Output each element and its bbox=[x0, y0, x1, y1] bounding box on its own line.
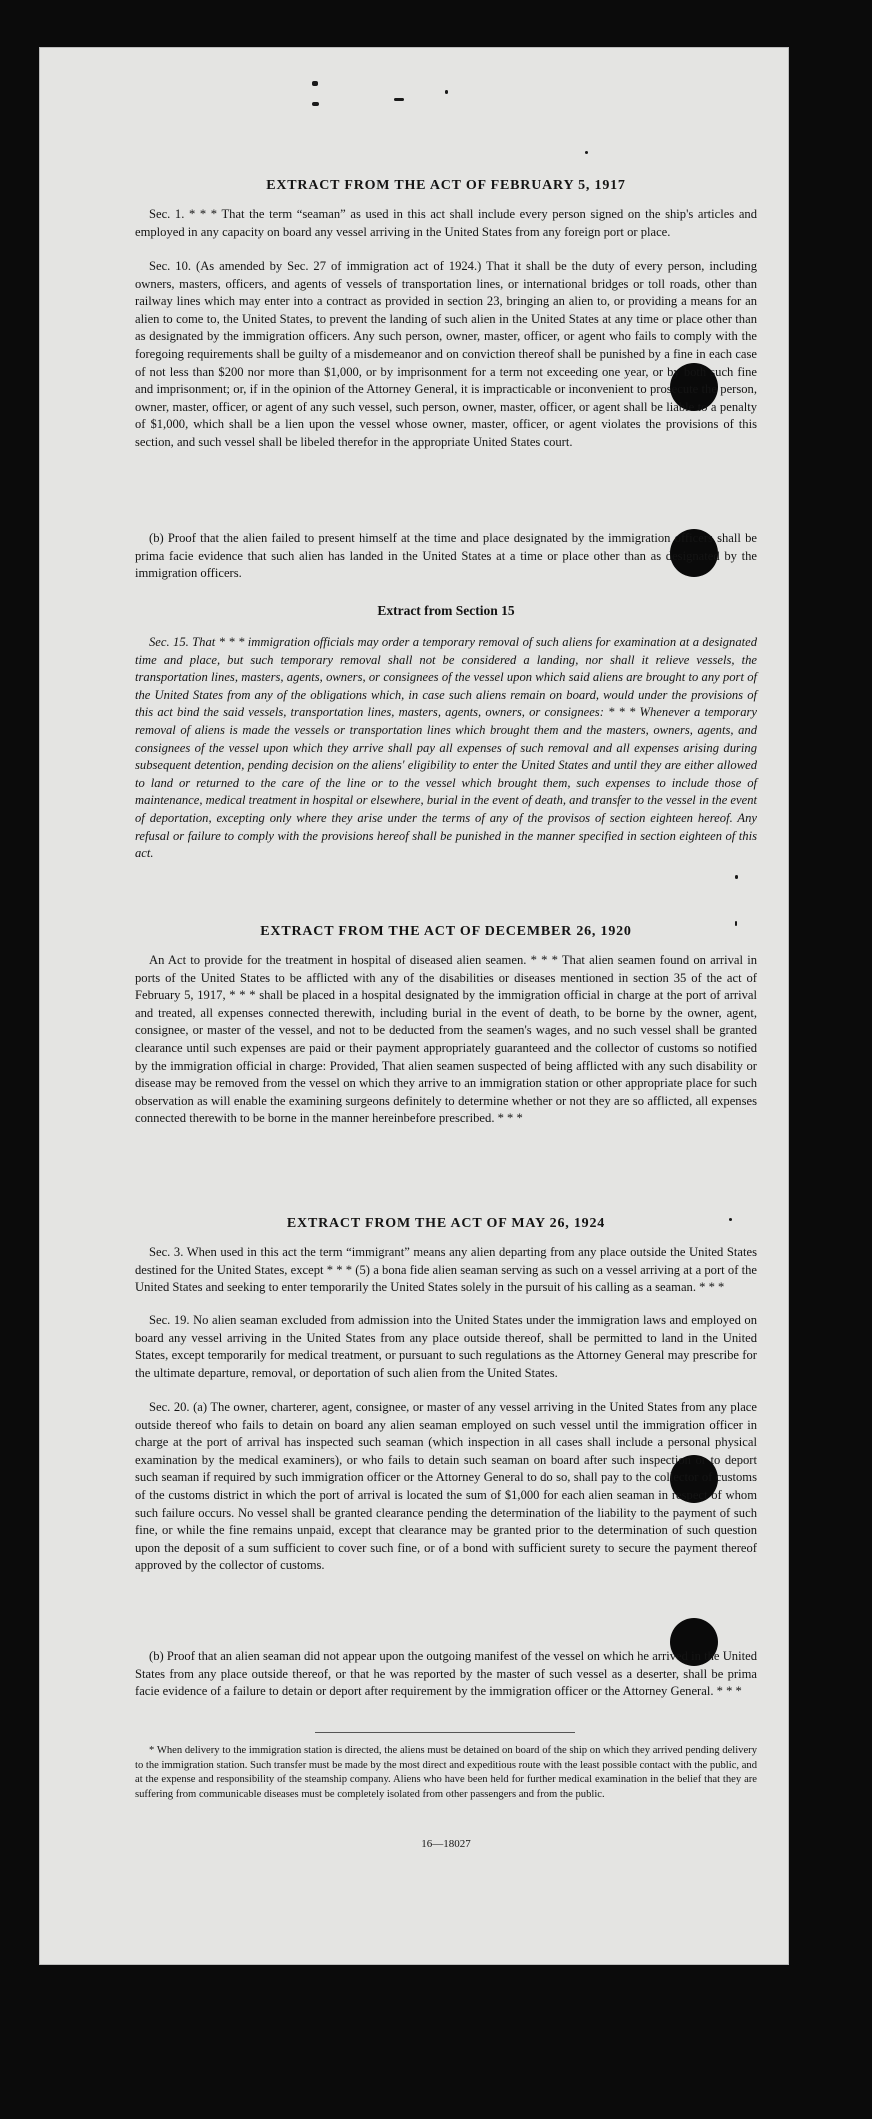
footnote-rule bbox=[315, 1732, 575, 1733]
heading-act-1924: EXTRACT FROM THE ACT OF MAY 26, 1924 bbox=[286, 1216, 606, 1231]
section-15-text: Sec. 15. That * * * immigration officials may order a temporary removal of such aliens for examination at a designated time and place, but such temporary removal shall not be considered a landing, nor shall it relieve vessels, the transportation lines, masters, agents, owners, or consignees of the vessel upon which said aliens are brought to any port of the United States from any of the obligations which, in case such aliens remain on board, would under the provisions of this act bind the said vessels, transportation lines, masters, agents, owners, or consignees: * * * Whenever a temporary removal of aliens is made the vessels or transportation lines which brought them and the masters, owners, agents, and consignees of the vessel upon which they arrive shall pay all expenses of such removal and all expenses arising during subsequent detention, pending decision on the aliens' eligibility to enter the United States and until they are either allowed to land or returned to the care of the line or to the vessel which brought them, such expenses to include those of maintenance, medical treatment in hospital or elsewhere, burial in the event of death, and transfer to the vessel in the event of deportation, excepting only where they arise under the terms of any of the provisos of section eighteen hereof. Any refusal or failure to comply with the provisions hereof shall be punished in the manner specified in section eighteen of this act. bbox=[135, 635, 757, 861]
scan-speck bbox=[445, 90, 448, 94]
act-1917-sec10: Sec. 10. (As amended by Sec. 27 of immigration act of 1924.) That it shall be the duty of every person, including owners, masters, officers, and agents of vessels of transportation lines, or international bridges or toll roads, other than railway lines which may enter into a contract as provided in section 23, bringing an alien to, or providing a means for an alien to come to, the United States, to prevent the landing of such alien in the United States at any time or place other than as designated by the immigration officers. Any such person, owner, master, officer, or agent who fails to comply with the foregoing requirements shall be guilty of a misdemeanor and on conviction thereof shall be punished by a fine in each case of not less than $200 nor more than $1,000, or by imprisonment for a term not exceeding one year, or by both such fine and imprisonment; or, if in the opinion of the Attorney General, it is impracticable or inconvenient to prosecute the person, owner, master, officer, or agent of any such vessel, such person, owner, master, officer, or agent shall be liable to a penalty of $1,000, which shall be a lien upon the vessel whose owner, master, officer, or agent violates the provisions of this section, and such vessel shall be libeled therefor in the appropriate United States court. bbox=[135, 259, 757, 449]
act-1920-text: An Act to provide for the treatment in hospital of diseased alien seamen. * * * That alien seamen found on arrival in ports of the United States to be afflicted with any of the disabilities or diseases mentioned in section 35 of the act of February 5, 1917, * * * shall be placed in a hospital designated by the immigration official in charge at the port of arrival and treated, all expenses connected therewith, including burial in the event of death, to be borne by the owner, agent, consignee, or master of the vessel, and not to be deducted from the seamen's wages, and no such vessel shall be granted clearance until such expenses are paid or their payment appropriately guaranteed and the collector of customs so notified by the immigration official in charge: Provided, That alien seamen suspected of being afflicted with any such disability or disease may be removed from the vessel on which they arrive to an immigration station or other appropriate place for such observation as will enable the examining surgeons definitely to determine whether or not they are so afflicted, all expenses connected therewith to be borne in the manner hereinbefore prescribed. * * * bbox=[135, 953, 757, 1126]
heading-section-15: Extract from Section 15 bbox=[377, 603, 515, 618]
scan-speck bbox=[312, 102, 319, 106]
act-1924-sec19: Sec. 19. No alien seaman excluded from admission into the United States under the immigration laws and employed on board any vessel arriving in the United States from any place outside thereof, shall be permitted to land in the United States, except temporarily for medical treatment, or pursuant to such regulations as the Attorney General may prescribe for the ultimate departure, removal, or deportation of such alien from the United States. bbox=[135, 1313, 757, 1380]
act-1924-sec3: Sec. 3. When used in this act the term “immigrant” means any alien departing from any place outside the United States destined for the United States, except * * * (5) a bona fide alien seaman serving as such on a vessel arriving at a port of the United States and seeking to enter temporarily the United States solely in the pursuit of his calling as a seaman. * * * bbox=[135, 1245, 757, 1295]
footnote bbox=[135, 1744, 757, 1802]
document-page bbox=[40, 48, 788, 1964]
scan-speck bbox=[394, 98, 404, 101]
act-1917-sec10b: (b) Proof that the alien failed to present himself at the time and place designated by the immigration officers shall be prima facie evidence that such alien has landed in the United States at a time or place other than as designated by the immigration officers. bbox=[135, 531, 757, 581]
heading-act-1920: EXTRACT FROM THE ACT OF DECEMBER 26, 1920 bbox=[260, 924, 632, 939]
scan-speck bbox=[312, 81, 318, 86]
footnote-text: * When delivery to the immigration station is directed, the aliens must be detained on board of the ship on which they arrived pending delivery to the immigration station. Such transfer must be made by the most direct and expeditious route with the least possible contact with the public, and at the expense and responsibility of the steamship company. Aliens who have been held for further medical examination in the belief that they are suffering from communicable diseases must be completely isolated from other passengers and from the public. bbox=[135, 1745, 757, 1800]
scan-speck bbox=[585, 151, 588, 154]
act-1924-sec20: Sec. 20. (a) The owner, charterer, agent, consignee, or master of any vessel arriving in the United States from any place outside thereof who fails to detain on board any alien seaman employed on such vessel until the immigration officer in charge at the port of arrival has inspected such seaman (which inspection in all cases shall include a personal physical examination by the medical examiners), or who fails to detain such seaman on board after such inspection or to deport such seaman if required by such immigration officer or the Attorney General to do so, shall pay to the collector of customs of the customs district in which the port of arrival is located the sum of $1,000 for each alien seaman in respect of whom such failure occurs. No vessel shall be granted clearance pending the determination of the liability to the payment of such fine, or while the fine remains unpaid, except that clearance may be granted prior to the determination of such question upon the deposit of a sum sufficient to cover such fine, or of a bond with sufficient surety to secure the payment thereof approved by the collector of customs. bbox=[135, 1400, 757, 1573]
act-1924-sec20b: (b) Proof that an alien seaman did not appear upon the outgoing manifest of the vessel on which he arrived in the United States from any place outside thereof, or that he was reported by the master of such vessel as a deserter, shall be prima facie evidence of a failure to detain or deport after requirement by the immigration officer or the Attorney General. * * * bbox=[135, 1649, 757, 1699]
scan-speck bbox=[735, 875, 738, 879]
heading-act-1917: EXTRACT FROM THE ACT OF FEBRUARY 5, 1917 bbox=[266, 178, 626, 193]
page-number: 16—18027 bbox=[421, 1838, 471, 1850]
act-1917-sec1: Sec. 1. * * * That the term “seaman” as used in this act shall include every person signed on the ship's articles and employed in any capacity on board any vessel arriving in the United States from any foreign port or place. bbox=[135, 207, 757, 239]
